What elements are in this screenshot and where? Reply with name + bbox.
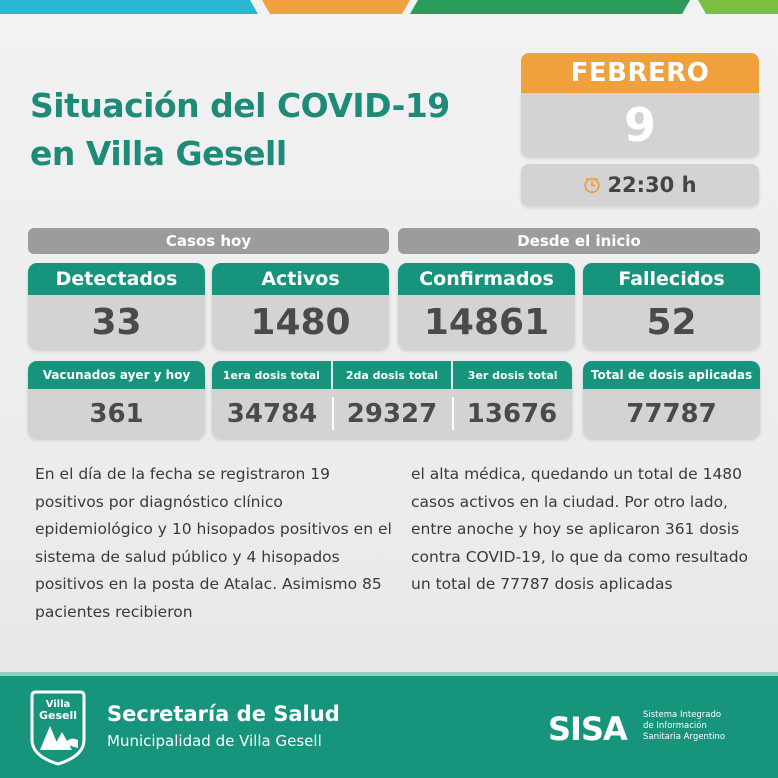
report-text-right: el alta médica, quedando un total de 1480 casos activos en la ciudad. Por otro lado, entre anoche y hoy se aplicaron 361 dosis contra COVID-19, lo que da como resultado un total de 77787 dosis aplicadas <box>411 465 749 593</box>
footer-bar <box>0 672 778 778</box>
clock-icon <box>583 176 601 194</box>
dose1-label: 1era dosis total <box>222 368 320 382</box>
sisa-logo-icon <box>548 710 638 746</box>
report-text-left: En el día de la fecha se registraron 19 positivos por diagnóstico clínico epidemiológico y 10 hisopados positivos en el sistema de salud público y 4 hisopados positivos en la posta de Atalac. Asimismo 85 pacientes recibieron <box>35 465 392 621</box>
stat-label-active: Activos <box>212 263 389 295</box>
vaccine-label-total: Total de dosis aplicadas <box>583 361 760 389</box>
dose1-value: 34784 <box>226 398 318 429</box>
vaccine-label-vaccinated: Vacunados ayer y hoy <box>28 361 205 389</box>
stat-card-confirmed <box>398 263 575 349</box>
section-since-start: Desde el inicio <box>398 228 760 254</box>
sisa-line-1: Sistema Integrado <box>643 710 722 720</box>
top-decorative-bar <box>0 0 778 14</box>
footer-subtitle: Municipalidad de Villa Gesell <box>107 732 322 750</box>
vaccine-card-vaccinated <box>28 361 205 438</box>
date-day: 9 <box>521 93 759 157</box>
page-title <box>30 82 490 178</box>
sisa-logo-text: SISA <box>548 710 627 746</box>
vaccine-card-total <box>583 361 760 438</box>
stat-value-confirmed: 14861 <box>398 295 575 349</box>
stat-value-active: 1480 <box>212 295 389 349</box>
dose2-value: 29327 <box>332 389 452 438</box>
sisa-description <box>643 710 725 743</box>
stat-value-detected: 33 <box>28 295 205 349</box>
logo-text-villa: Villa <box>45 699 71 710</box>
stat-card-detected <box>28 263 205 349</box>
vaccine-value-total: 77787 <box>583 389 760 438</box>
footer-title: Secretaría de Salud <box>107 702 340 726</box>
stat-card-deaths <box>583 263 760 349</box>
date-month: FEBRERO <box>521 53 759 93</box>
time-label: 22:30 h <box>607 173 697 197</box>
sisa-line-2: de Información <box>643 721 707 731</box>
report-time <box>521 164 759 206</box>
stat-label-confirmed: Confirmados <box>398 263 575 295</box>
villa-gesell-logo <box>26 690 90 766</box>
stat-card-active <box>212 263 389 349</box>
stat-label-deaths: Fallecidos <box>583 263 760 295</box>
sisa-line-3: Sanitaria Argentino <box>643 732 726 742</box>
title-line-1: Situación del COVID-19 <box>30 86 450 125</box>
villa-gesell-emblem-icon <box>26 690 90 766</box>
dose3-label: 3er dosis total <box>451 361 572 389</box>
dose3-value: 13676 <box>452 389 572 438</box>
stat-value-deaths: 52 <box>583 295 760 349</box>
dose-totals-table <box>212 361 572 438</box>
title-line-2: en Villa Gesell <box>30 134 287 173</box>
dose2-label: 2da dosis total <box>331 361 452 389</box>
section-today: Casos hoy <box>28 228 389 254</box>
vaccine-value-vaccinated: 361 <box>28 389 205 438</box>
logo-text-gesell: Gesell <box>38 709 78 722</box>
stat-label-detected: Detectados <box>28 263 205 295</box>
